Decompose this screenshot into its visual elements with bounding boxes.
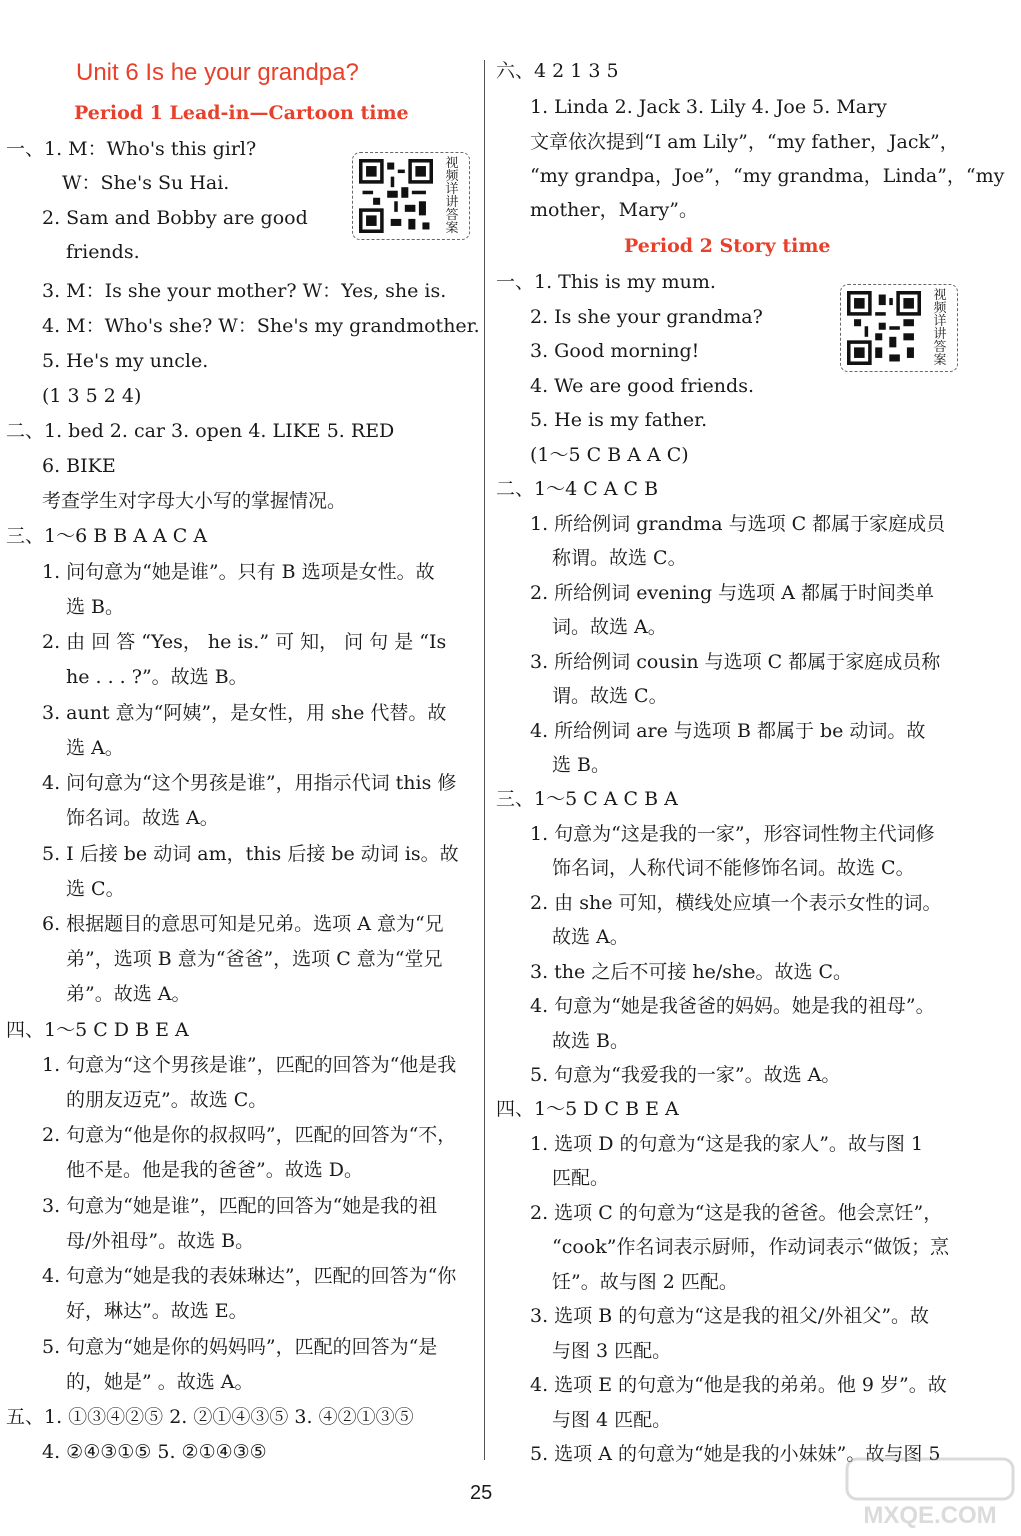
qr-label: 视频详讲答案: [933, 288, 947, 368]
qr-code-icon: [359, 159, 433, 233]
answer-line: 4. We are good friends.: [530, 375, 754, 397]
period-2-heading: Period 2 Story time: [624, 235, 831, 257]
answer-line: 6. BIKE: [42, 455, 116, 477]
answer-line: (1～5 C B A A C): [530, 444, 689, 466]
answer-line: 3. Good morning!: [530, 340, 700, 362]
answer-line: 3. 句意为“她是谁”，匹配的回答为“她是我的祖: [42, 1195, 438, 1217]
answer-line: 2. 句意为“他是你的叔叔吗”，匹配的回答为“不，: [42, 1124, 457, 1146]
answer-line: 5. He's my uncle.: [42, 350, 209, 372]
answer-line: he . . . ?”。故选 B。: [66, 666, 248, 688]
answer-line: 1. Linda 2. Jack 3. Lily 4. Joe 5. Mary: [530, 96, 887, 118]
answer-line: 与图 4 匹配。: [552, 1409, 672, 1431]
answer-line: 匹配。: [552, 1167, 610, 1189]
answer-line: 谓。故选 C。: [552, 685, 668, 707]
answer-line: “cook”作名词表示厨师，作动词表示“做饭；烹: [552, 1236, 950, 1258]
answer-line: 三、1～6 B B A A C A: [6, 525, 208, 547]
unit-title: Unit 6 Is he your grandpa?: [76, 59, 359, 86]
answer-line: 3. the 之后不可接 he/she。故选 C。: [530, 961, 853, 983]
answer-line: 4. 问句意为“这个男孩是谁”，用指示代词 this 修: [42, 772, 457, 794]
answer-line: 3. M：Is she your mother? W：Yes, she is.: [42, 280, 447, 302]
answer-line: 饰名词，人称代词不能修饰名词。故选 C。: [552, 857, 915, 879]
answer-line: 与图 3 匹配。: [552, 1340, 672, 1362]
qr-code-icon: [847, 291, 921, 365]
answer-line: 3. aunt 意为“阿姨”，是女性，用 she 代替。故: [42, 702, 447, 724]
answer-line: 三、1～5 C A C B A: [496, 788, 678, 810]
answer-line: mother，Mary”。: [530, 199, 698, 221]
answer-line: 2. 由 回 答 “Yes， he is.” 可 知， 问 句 是 “Is: [42, 631, 447, 653]
answer-line: 六、4 2 1 3 5: [496, 60, 619, 82]
answer-line: 4. M：Who's she? W：She's my grandmother.: [42, 315, 480, 337]
answer-line: 五、1. ①③④②⑤ 2. ②①④③⑤ 3. ④②①③⑤: [6, 1406, 414, 1428]
answer-line: 6. 根据题目的意思可知是兄弟。选项 A 意为“兄: [42, 913, 444, 935]
answer-line: 1. 所给例词 grandma 与选项 C 都属于家庭成员: [530, 513, 946, 535]
qr-code-box[interactable]: [352, 152, 470, 240]
answer-line: 4. 所给例词 are 与选项 B 都属于 be 动词。故: [530, 720, 926, 742]
answer-line: 4. ②④③①⑤ 5. ②①④③⑤: [42, 1441, 267, 1463]
answer-line: (1 3 5 2 4): [42, 385, 142, 407]
answer-line: 弟”。故选 A。: [66, 983, 191, 1005]
watermark-logo: [845, 1455, 1015, 1531]
answer-line: 1. 选项 D 的句意为“这是我的家人”。故与图 1: [530, 1133, 924, 1155]
answer-line: 选 C。: [66, 878, 125, 900]
answer-line: 3. 选项 B 的句意为“这是我的祖父/外祖父”。故: [530, 1305, 930, 1327]
answer-line: 一、1. M：Who's this girl?: [6, 138, 257, 160]
answer-line: 2. Sam and Bobby are good: [42, 207, 308, 229]
answer-line: 好，琳达”。故选 E。: [66, 1300, 248, 1322]
answer-line: 一、1. This is my mum.: [496, 271, 716, 293]
answer-line: 5. 选项 A 的句意为“她是我的小妹妹”。故与图 5: [530, 1443, 941, 1465]
answer-line: 饰名词。故选 A。: [66, 807, 219, 829]
left-column: [0, 0, 484, 1536]
answer-line: 5. 句意为“我爱我的一家”。故选 A。: [530, 1064, 841, 1086]
answer-line: 4. 句意为“她是我爸爸的妈妈。她是我的祖母”。: [530, 995, 935, 1017]
answer-line: 故选 B。: [552, 1030, 630, 1052]
answer-line: 弟”，选项 B 意为“爸爸”，选项 C 意为“堂兄: [66, 948, 443, 970]
answer-line: 2. Is she your grandma?: [530, 306, 763, 328]
qr-code-box[interactable]: [840, 284, 958, 372]
period-1-heading: Period 1 Lead-in—Cartoon time: [74, 102, 409, 124]
answer-line: 的，她是” 。故选 A。: [66, 1371, 254, 1393]
answer-line: 选 B。: [552, 754, 611, 776]
answer-line: 1. 句意为“这是我的一家”，形容词性物主代词修: [530, 823, 935, 845]
page-number: 25: [470, 1482, 493, 1504]
answer-line: 4. 句意为“她是我的表妹琳达”，匹配的回答为“你: [42, 1265, 457, 1287]
answer-line: W：She's Su Hai.: [62, 172, 230, 194]
svg-text:MXQE.COM: MXQE.COM: [863, 1502, 997, 1529]
answer-line: 2. 由 she 可知，横线处应填一个表示女性的词。: [530, 892, 942, 914]
answer-line: 1. 句意为“这个男孩是谁”，匹配的回答为“他是我: [42, 1054, 457, 1076]
answer-line: 2. 所给例词 evening 与选项 A 都属于时间类单: [530, 582, 934, 604]
answer-line: 5. I 后接 be 动词 am，this 后接 be 动词 is。故: [42, 843, 459, 865]
answer-line: 4. 选项 E 的句意为“他是我的弟弟。他 9 岁”。故: [530, 1374, 947, 1396]
answer-line: 1. 问句意为“她是谁”。只有 B 选项是女性。故: [42, 561, 435, 583]
answer-line: 5. 句意为“她是你的妈妈吗”，匹配的回答为“是: [42, 1336, 438, 1358]
answer-line: 2. 选项 C 的句意为“这是我的爸爸。他会烹饪”，: [530, 1202, 943, 1224]
right-column: [486, 0, 1021, 1536]
answer-line: 四、1～5 C D B E A: [6, 1019, 189, 1041]
answer-line: 文章依次提到“I am Lily”，“my father，Jack”，: [530, 131, 959, 153]
answer-line: 二、1～4 C A C B: [496, 478, 659, 500]
answer-line: 5. He is my father.: [530, 409, 708, 431]
answer-line: 词。故选 A。: [552, 616, 667, 638]
answer-line: 饪”。故与图 2 匹配。: [552, 1271, 738, 1293]
answer-line: 选 B。: [66, 596, 125, 618]
answer-line: 3. 所给例词 cousin 与选项 C 都属于家庭成员称: [530, 651, 941, 673]
qr-label: 视频详讲答案: [445, 156, 459, 236]
answer-line: 故选 A。: [552, 926, 629, 948]
answer-line: “my grandpa，Joe”，“my grandma，Linda”，“my: [530, 165, 1005, 187]
answer-line: 他不是。他是我的爸爸”。故选 D。: [66, 1159, 363, 1181]
answer-line: friends.: [66, 241, 140, 263]
answer-line: 二、1. bed 2. car 3. open 4. LIKE 5. RED: [6, 420, 395, 442]
answer-line: 考查学生对字母大小写的掌握情况。: [42, 490, 347, 512]
answer-line: 四、1～5 D C B E A: [496, 1098, 679, 1120]
answer-line: 母/外祖母”。故选 B。: [66, 1230, 255, 1252]
answer-line: 选 A。: [66, 737, 124, 759]
answer-line: 称谓。故选 C。: [552, 547, 687, 569]
answer-line: 的朋友迈克”。故选 C。: [66, 1089, 268, 1111]
column-divider: [484, 60, 485, 1460]
